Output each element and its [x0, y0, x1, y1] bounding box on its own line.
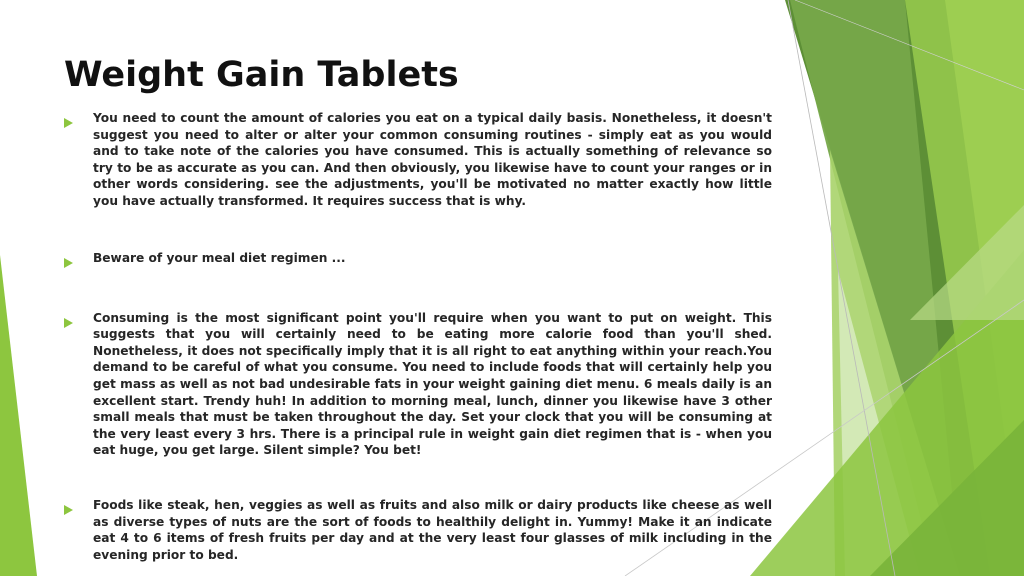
bullet-item: [64, 110, 772, 210]
bullet-text: Consuming is the most significant point you'll require when you want to put on weight. This suggests that you will certainly need to be eating more calorie food than you'll shed. Nonetheless, it does not specifically imply that it is all right to eat anything within your reach.You demand to be careful of what you consume. You need to include foods that will certainly help you get mass as well as not bad undesirable fats in your weight gaining diet menu. 6 meals daily is an excellent start. Trendy huh! In addition to morning meal, lunch, dinner you likewise have 3 other small meals that must be taken throughout the day. Set your clock that you will be consuming at the very least every 3 hrs. There is a principal rule in weight gain diet regimen that is - when you eat huge, you get large. Silent simple? You bet!: [93, 310, 772, 458]
triangle-bullet-icon: [64, 497, 93, 519]
slide-title: Weight Gain Tablets: [64, 55, 459, 95]
triangle-bullet-icon: [64, 110, 93, 132]
bullet-item: [64, 310, 772, 459]
bullet-text: Beware of your meal diet regimen ...: [93, 250, 346, 265]
bullet-text: Foods like steak, hen, veggies as well as fruits and also milk or dairy products like cheese as well as diverse types of nuts are the sort of foods to healthily delight in. Yummy! Make it an indicate eat 4 to 6 items of fresh fruits per day and at the very least four glasses of milk including in the evening prior to bed.: [93, 497, 772, 562]
triangle-bullet-icon: [64, 310, 93, 332]
bullet-item: [64, 497, 772, 563]
bullet-list: [64, 110, 772, 563]
bullet-text: You need to count the amount of calories you eat on a typical daily basis. Nonetheless, it doesn't suggest you need to alter or alter your common consuming routines - simply eat as you would and to take note of the calories you have consumed. This is actually something of relevance so try to be as accurate as you can. And then obviously, you likewise have to count your ranges or in other words considering. see the adjustments, you'll be motivated no matter exactly how little you have actually transformed. It requires success that is why.: [93, 111, 772, 208]
triangle-bullet-icon: [64, 250, 93, 272]
bullet-item: [64, 250, 772, 272]
